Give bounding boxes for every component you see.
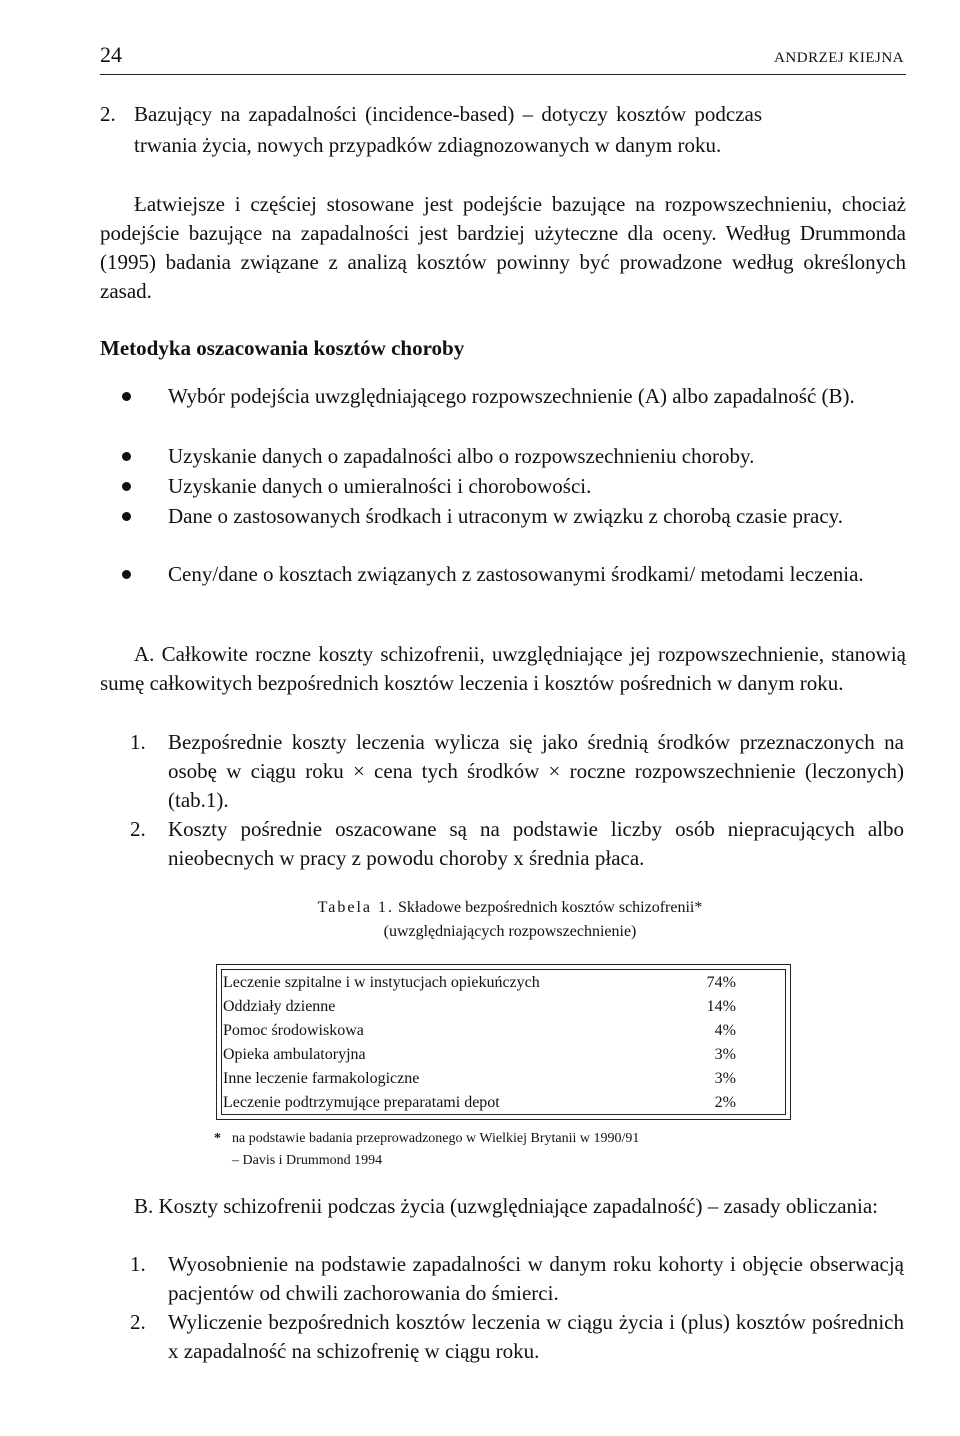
bullet-item xyxy=(122,472,904,500)
page-number: 24 xyxy=(100,42,122,67)
table-row-label: Pomoc środowiskowa xyxy=(223,1022,364,1039)
footnote-line1: na podstawie badania przeprowadzonego w Wielkiej Brytanii w 1990/91 xyxy=(232,1131,640,1146)
section-a-paragraph: A. Całkowite roczne koszty schizofrenii, uwzględniające jej rozpowszechnienie, stanowią sumę całkowitych bezpośrednich kosztów leczenia i kosztów pośrednich w danym roku. xyxy=(100,642,906,695)
bullet-text: Wybór podejścia uwzględniającego rozpowszechnienie (A) albo zapadalność (B). xyxy=(168,384,855,408)
intro-item-line2: trwania życia, nowych przypadków zdiagnozowanych w danym roku. xyxy=(134,133,722,157)
section-b-item-text: Wyliczenie bezpośrednich kosztów leczenia w ciągu życia i (plus) kosztów pośrednich x zapadalność na schizofrenię w ciągu roku. xyxy=(168,1310,904,1363)
bullet-icon xyxy=(122,570,131,579)
table-row-value: 4% xyxy=(714,1022,736,1039)
section-b-item-text: Wyosobnienie na podstawie zapadalności w danym roku kohorty i objęcie obserwacją pacjentów od chwili zachorowania do śmierci. xyxy=(168,1252,904,1305)
section-b-paragraph: B. Koszty schizofrenii podczas życia (uzwględniające zapadalność) – zasady obliczania: xyxy=(134,1194,879,1218)
section-a-item-text: Koszty pośrednie oszacowane są na podstawie liczby osób niepracujących albo nieobecnych w pracy z powodu choroby x średnia płaca. xyxy=(168,817,904,870)
table-row xyxy=(223,1022,736,1046)
section-a-item-number: 1. xyxy=(130,730,146,754)
footnote-line2: – Davis i Drummond 1994 xyxy=(232,1153,383,1168)
bullet-text: Uzyskanie danych o umieralności i chorobowości. xyxy=(168,474,592,498)
cost-table xyxy=(216,964,791,1120)
table-subtitle: (uwzględniających rozpowszechnienie) xyxy=(383,923,637,940)
table-row-value: 74% xyxy=(706,974,736,991)
table-row xyxy=(223,1070,736,1094)
table-footnote xyxy=(214,1128,639,1172)
table-row-value: 2% xyxy=(714,1094,736,1111)
table-label: Tabela 1. xyxy=(317,899,395,916)
table-row-label: Inne leczenie farmakologiczne xyxy=(223,1070,420,1087)
section-b-item xyxy=(130,1308,904,1366)
bullet-text: Dane o zastosowanych środkach i utraconym w związku z chorobą czasie pracy. xyxy=(168,504,844,528)
bullet-item xyxy=(122,502,904,530)
section-b-item-number: 2. xyxy=(130,1310,146,1334)
bullet-icon xyxy=(122,512,131,521)
section-b-item-number: 1. xyxy=(130,1252,146,1276)
section-a-item-number: 2. xyxy=(130,817,146,841)
table-row-value: 3% xyxy=(714,1070,736,1087)
bullet-icon xyxy=(122,452,131,461)
intro-item-number: 2. xyxy=(100,102,116,126)
section-b-item xyxy=(130,1250,904,1308)
page-header xyxy=(100,42,904,72)
table-caption xyxy=(220,896,800,944)
bullet-text: Uzyskanie danych o zapadalności albo o rozpowszechnieniu choroby. xyxy=(168,444,755,468)
table-row-label: Leczenie szpitalne i w instytucjach opiekuńczych xyxy=(223,974,540,991)
bullet-icon xyxy=(122,482,131,491)
section-a-item xyxy=(130,815,904,873)
table-row xyxy=(223,1094,736,1118)
table-row-label: Oddziały dzienne xyxy=(223,998,336,1015)
table-row xyxy=(223,998,736,1022)
header-rule xyxy=(100,74,906,75)
bullet-item xyxy=(122,442,904,470)
table-row-label: Leczenie podtrzymujące preparatami depot xyxy=(223,1094,500,1111)
section-a-item-text: Bezpośrednie koszty leczenia wylicza się jako średnią środków przeznaczonych na osobę w ciągu roku × cena tych środków × roczne rozpowszechnienie (leczonych) (tab.1). xyxy=(168,730,904,812)
bullet-icon xyxy=(122,392,131,401)
table-row xyxy=(223,974,736,998)
bullet-item xyxy=(122,560,904,588)
running-head-author: ANDRZEJ KIEJNA xyxy=(774,50,904,66)
footnote-asterisk: * xyxy=(214,1131,221,1146)
section-a-item xyxy=(130,728,904,815)
section-heading: Metodyka oszacowania kosztów choroby xyxy=(100,336,465,360)
table-row-value: 14% xyxy=(706,998,736,1015)
intro-item-line1: Bazujący na zapadalności (incidence-based) – dotyczy kosztów podczas xyxy=(134,102,762,126)
table-title: Składowe bezpośrednich kosztów schizofrenii* xyxy=(398,899,703,916)
table-row-label: Opieka ambulatoryjna xyxy=(223,1046,366,1063)
table-row-value: 3% xyxy=(714,1046,736,1063)
bullet-item xyxy=(122,382,904,410)
main-paragraph: Łatwiejsze i częściej stosowane jest podejście bazujące na rozpowszechnieniu, chociaż podejście bazujące na zapadalności jest bardziej użyteczne dla oceny. Według Drummonda (1995) badania związane z analizą kosztów powinny być prowadzone według określonych zasad. xyxy=(100,192,906,303)
table-row xyxy=(223,1046,736,1070)
bullet-text: Ceny/dane o kosztach związanych z zastosowanymi środkami/ metodami leczenia. xyxy=(168,562,864,586)
